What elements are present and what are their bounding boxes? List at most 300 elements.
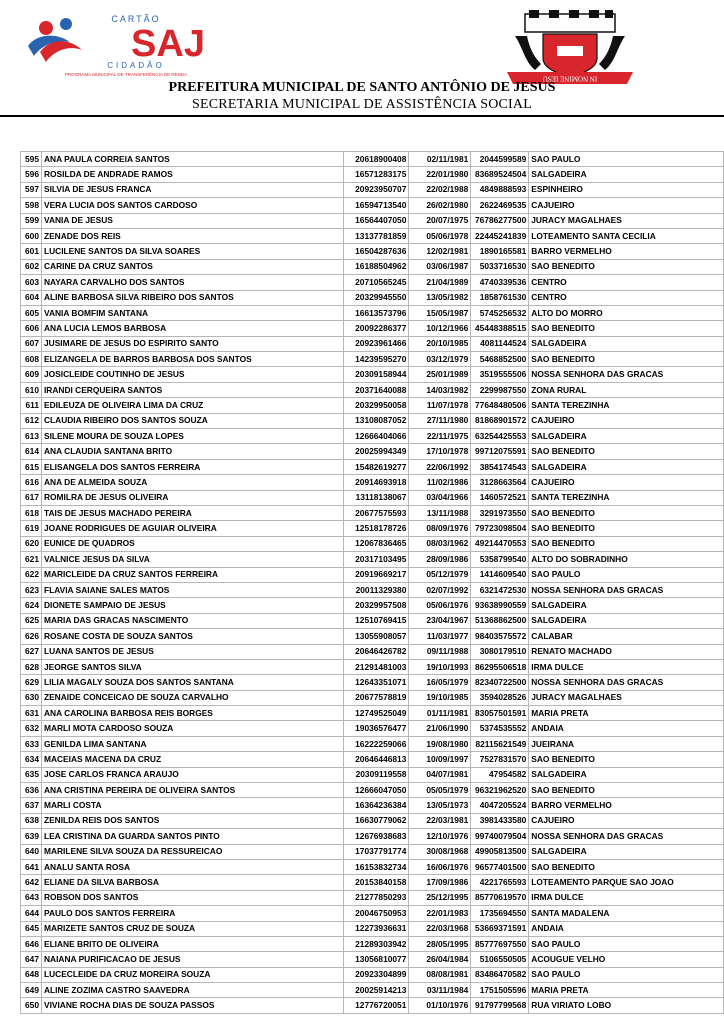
table-row xyxy=(21,829,724,844)
nis-number: 20923304899 xyxy=(344,967,409,982)
birth-date: 09/11/1988 xyxy=(409,644,471,659)
table-row xyxy=(21,859,724,874)
phone-number: 5358799540 xyxy=(471,552,529,567)
table-row xyxy=(21,367,724,382)
beneficiary-name: ELIANE DA SILVA BARBOSA xyxy=(41,875,343,890)
birth-date: 05/06/1976 xyxy=(409,598,471,613)
nis-number: 16613573796 xyxy=(344,305,409,320)
neighborhood: ACOUGUE VELHO xyxy=(529,952,724,967)
neighborhood: CAJUEIRO xyxy=(529,813,724,828)
neighborhood: CENTRO xyxy=(529,290,724,305)
birth-date: 22/03/1981 xyxy=(409,813,471,828)
beneficiary-name: NAYARA CARVALHO DOS SANTOS xyxy=(41,275,343,290)
nis-number: 14239595270 xyxy=(344,352,409,367)
table-row xyxy=(21,690,724,705)
neighborhood: SAO BENEDITO xyxy=(529,536,724,551)
phone-number: 6321472530 xyxy=(471,582,529,597)
table-row xyxy=(21,198,724,213)
row-number: 610 xyxy=(21,382,42,397)
nis-number: 20329950058 xyxy=(344,398,409,413)
nis-number: 15482619277 xyxy=(344,459,409,474)
table-row xyxy=(21,721,724,736)
beneficiary-name: VERA LUCIA DOS SANTOS CARDOSO xyxy=(41,198,343,213)
neighborhood: SAO PAULO xyxy=(529,967,724,982)
table-row xyxy=(21,706,724,721)
birth-date: 14/03/1982 xyxy=(409,382,471,397)
phone-number: 82115621549 xyxy=(471,736,529,751)
phone-number: 81868901572 xyxy=(471,413,529,428)
neighborhood: SALGADEIRA xyxy=(529,613,724,628)
neighborhood: ANDAIA xyxy=(529,921,724,936)
table-row xyxy=(21,213,724,228)
nis-number: 20677575593 xyxy=(344,505,409,520)
beneficiary-name: ANA CLAUDIA SANTANA BRITO xyxy=(41,444,343,459)
row-number: 614 xyxy=(21,444,42,459)
neighborhood: SAO BENEDITO xyxy=(529,859,724,874)
table-row xyxy=(21,967,724,982)
table-row xyxy=(21,182,724,197)
table-row xyxy=(21,259,724,274)
beneficiary-name: GENILDA LIMA SANTANA xyxy=(41,736,343,751)
birth-date: 17/10/1978 xyxy=(409,444,471,459)
birth-date: 30/08/1968 xyxy=(409,844,471,859)
nis-number: 12749525049 xyxy=(344,706,409,721)
beneficiary-name: LUANA SANTOS DE JESUS xyxy=(41,644,343,659)
row-number: 638 xyxy=(21,813,42,828)
logo-caption-text: PROGRAMA MUNICIPAL DE TRANSFERÊNCIA DE RENDA xyxy=(64,72,188,77)
birth-date: 19/08/1980 xyxy=(409,736,471,751)
row-number: 640 xyxy=(21,844,42,859)
birth-date: 22/06/1992 xyxy=(409,459,471,474)
table-row xyxy=(21,906,724,921)
row-number: 649 xyxy=(21,983,42,998)
beneficiary-name: IRANDI CERQUEIRA SANTOS xyxy=(41,382,343,397)
table-row xyxy=(21,505,724,520)
phone-number: 83057501591 xyxy=(471,706,529,721)
nis-number: 20677578819 xyxy=(344,690,409,705)
beneficiary-name: ALINE ZOZIMA CASTRO SAAVEDRA xyxy=(41,983,343,998)
phone-number: 91797799568 xyxy=(471,998,529,1013)
row-number: 627 xyxy=(21,644,42,659)
phone-number: 4740339536 xyxy=(471,275,529,290)
row-number: 613 xyxy=(21,429,42,444)
beneficiary-name: ANALU SANTA ROSA xyxy=(41,859,343,874)
neighborhood: SANTA TEREZINHA xyxy=(529,398,724,413)
neighborhood: ZONA RURAL xyxy=(529,382,724,397)
neighborhood: SALGADEIRA xyxy=(529,336,724,351)
table-row xyxy=(21,321,724,336)
row-number: 606 xyxy=(21,321,42,336)
table-row xyxy=(21,936,724,951)
row-number: 646 xyxy=(21,936,42,951)
neighborhood: SAO BENEDITO xyxy=(529,783,724,798)
beneficiary-name: MARICLEIDE DA CRUZ SANTOS FERREIRA xyxy=(41,567,343,582)
neighborhood: SALGADEIRA xyxy=(529,844,724,859)
table-row xyxy=(21,413,724,428)
table-row xyxy=(21,890,724,905)
beneficiary-name: ELIANE BRITO DE OLIVEIRA xyxy=(41,936,343,951)
nis-number: 20923961466 xyxy=(344,336,409,351)
beneficiary-name: VALNICE JESUS DA SILVA xyxy=(41,552,343,567)
row-number: 607 xyxy=(21,336,42,351)
municipal-coat-of-arms xyxy=(505,8,635,84)
neighborhood: RUA VIRIATO LOBO xyxy=(529,998,724,1013)
beneficiary-name: ROMILRA DE JESUS OLIVEIRA xyxy=(41,490,343,505)
nis-number: 20329945550 xyxy=(344,290,409,305)
neighborhood: SALGADEIRA xyxy=(529,459,724,474)
beneficiary-name: MARIA DAS GRACAS NASCIMENTO xyxy=(41,613,343,628)
phone-number: 86295506518 xyxy=(471,659,529,674)
nis-number: 21289303942 xyxy=(344,936,409,951)
nis-number: 16153832734 xyxy=(344,859,409,874)
beneficiary-name: VIVIANE ROCHA DIAS DE SOUZA PASSOS xyxy=(41,998,343,1013)
table-row xyxy=(21,783,724,798)
neighborhood: SALGADEIRA xyxy=(529,429,724,444)
beneficiary-name: FLAVIA SAIANE SALES MATOS xyxy=(41,582,343,597)
neighborhood: IRMA DULCE xyxy=(529,659,724,674)
neighborhood: ALTO DO MORRO xyxy=(529,305,724,320)
table-row xyxy=(21,228,724,243)
nis-number: 16564407050 xyxy=(344,213,409,228)
table-row xyxy=(21,844,724,859)
birth-date: 03/11/1984 xyxy=(409,983,471,998)
birth-date: 12/02/1981 xyxy=(409,244,471,259)
document-header xyxy=(0,0,724,118)
neighborhood: SANTA TEREZINHA xyxy=(529,490,724,505)
birth-date: 28/05/1995 xyxy=(409,936,471,951)
nis-number: 20618900408 xyxy=(344,152,409,167)
birth-date: 02/07/1992 xyxy=(409,582,471,597)
neighborhood: SAO BENEDITO xyxy=(529,505,724,520)
neighborhood: ANDAIA xyxy=(529,721,724,736)
birth-date: 13/11/1988 xyxy=(409,505,471,520)
neighborhood: SALGADEIRA xyxy=(529,598,724,613)
birth-date: 13/05/1982 xyxy=(409,290,471,305)
nis-number: 16571283175 xyxy=(344,167,409,182)
birth-date: 20/07/1975 xyxy=(409,213,471,228)
birth-date: 11/02/1986 xyxy=(409,475,471,490)
phone-number: 4047205524 xyxy=(471,798,529,813)
birth-date: 01/10/1976 xyxy=(409,998,471,1013)
beneficiary-name: ALINE BARBOSA SILVA RIBEIRO DOS SANTOS xyxy=(41,290,343,305)
neighborhood: CENTRO xyxy=(529,275,724,290)
birth-date: 11/03/1977 xyxy=(409,629,471,644)
beneficiary-name: ANA DE ALMEIDA SOUZA xyxy=(41,475,343,490)
beneficiary-name: ANA PAULA CORREIA SANTOS xyxy=(41,152,343,167)
neighborhood: ALTO DO SOBRADINHO xyxy=(529,552,724,567)
phone-number: 4849888593 xyxy=(471,182,529,197)
neighborhood: LOTEAMENTO PARQUE SAO JOAO xyxy=(529,875,724,890)
nis-number: 12518178726 xyxy=(344,521,409,536)
row-number: 622 xyxy=(21,567,42,582)
birth-date: 17/09/1986 xyxy=(409,875,471,890)
phone-number: 77648480506 xyxy=(471,398,529,413)
logo-bottom-text: CIDADÃO xyxy=(107,61,165,70)
neighborhood: BARRO VERMELHO xyxy=(529,798,724,813)
neighborhood: NOSSA SENHORA DAS GRACAS xyxy=(529,829,724,844)
neighborhood: NOSSA SENHORA DAS GRACAS xyxy=(529,367,724,382)
row-number: 612 xyxy=(21,413,42,428)
neighborhood: SAO BENEDITO xyxy=(529,752,724,767)
beneficiary-name: CLAUDIA RIBEIRO DOS SANTOS SOUZA xyxy=(41,413,343,428)
beneficiary-name: ANA LUCIA LEMOS BARBOSA xyxy=(41,321,343,336)
phone-number: 5468852500 xyxy=(471,352,529,367)
table-row xyxy=(21,675,724,690)
nis-number: 16630779062 xyxy=(344,813,409,828)
birth-date: 22/03/1968 xyxy=(409,921,471,936)
phone-number: 3594028526 xyxy=(471,690,529,705)
beneficiary-name: MARILENE SILVA SOUZA DA RESSUREICAO xyxy=(41,844,343,859)
phone-number: 1858761530 xyxy=(471,290,529,305)
birth-date: 03/06/1987 xyxy=(409,259,471,274)
phone-number: 4221765593 xyxy=(471,875,529,890)
table-row xyxy=(21,644,724,659)
table-row xyxy=(21,244,724,259)
beneficiary-name: VANIA DE JESUS xyxy=(41,213,343,228)
nis-number: 16222259066 xyxy=(344,736,409,751)
beneficiary-name: LUCECLEIDE DA CRUZ MOREIRA SOUZA xyxy=(41,967,343,982)
nis-number: 20153840158 xyxy=(344,875,409,890)
phone-number: 51368862500 xyxy=(471,613,529,628)
phone-number: 3080179510 xyxy=(471,644,529,659)
page-subtitle: SECRETARIA MUNICIPAL DE ASSISTÊNCIA SOCIAL xyxy=(192,97,532,112)
table-row xyxy=(21,536,724,551)
beneficiary-name: ROBSON DOS SANTOS xyxy=(41,890,343,905)
phone-number: 79723098504 xyxy=(471,521,529,536)
phone-number: 2622469535 xyxy=(471,198,529,213)
row-number: 639 xyxy=(21,829,42,844)
phone-number: 3291973550 xyxy=(471,505,529,520)
row-number: 596 xyxy=(21,167,42,182)
row-number: 634 xyxy=(21,752,42,767)
table-row xyxy=(21,475,724,490)
row-number: 637 xyxy=(21,798,42,813)
nis-number: 12510769415 xyxy=(344,613,409,628)
beneficiary-name: TAIS DE JESUS MACHADO PEREIRA xyxy=(41,505,343,520)
table-row xyxy=(21,767,724,782)
nis-number: 12666404066 xyxy=(344,429,409,444)
phone-number: 7527831570 xyxy=(471,752,529,767)
birth-date: 10/09/1997 xyxy=(409,752,471,767)
phone-number: 1751505596 xyxy=(471,983,529,998)
beneficiary-name: MARLI MOTA CARDOSO SOUZA xyxy=(41,721,343,736)
table-row xyxy=(21,459,724,474)
phone-number: 82340722500 xyxy=(471,675,529,690)
beneficiary-name: NAIANA PURIFICACAO DE JESUS xyxy=(41,952,343,967)
row-number: 628 xyxy=(21,659,42,674)
phone-number: 99712075591 xyxy=(471,444,529,459)
logo-figure-red-icon xyxy=(39,21,53,35)
phone-number: 49214470553 xyxy=(471,536,529,551)
row-number: 618 xyxy=(21,505,42,520)
table-row xyxy=(21,629,724,644)
neighborhood: SAO PAULO xyxy=(529,936,724,951)
table-row xyxy=(21,598,724,613)
beneficiary-name: LILIA MAGALY SOUZA DOS SANTOS SANTANA xyxy=(41,675,343,690)
beneficiary-name: VANIA BOMFIM SANTANA xyxy=(41,305,343,320)
coat-branch-left-icon xyxy=(515,36,541,70)
neighborhood: ESPINHEIRO xyxy=(529,182,724,197)
neighborhood: SAO PAULO xyxy=(529,567,724,582)
nis-number: 13118138067 xyxy=(344,490,409,505)
beneficiary-name: JUSIMARE DE JESUS DO ESPIRITO SANTO xyxy=(41,336,343,351)
beneficiary-name: ANA CAROLINA BARBOSA REIS BORGES xyxy=(41,706,343,721)
nis-number: 21291481003 xyxy=(344,659,409,674)
birth-date: 08/08/1981 xyxy=(409,967,471,982)
table-row xyxy=(21,290,724,305)
neighborhood: JURACY MAGALHAES xyxy=(529,690,724,705)
nis-number: 12666047050 xyxy=(344,783,409,798)
birth-date: 12/10/1976 xyxy=(409,829,471,844)
birth-date: 22/01/1980 xyxy=(409,167,471,182)
birth-date: 10/12/1966 xyxy=(409,321,471,336)
phone-number: 96577401500 xyxy=(471,859,529,874)
phone-number: 5745256532 xyxy=(471,305,529,320)
table-row xyxy=(21,752,724,767)
table-row xyxy=(21,152,724,167)
neighborhood: JUEIRANA xyxy=(529,736,724,751)
nis-number: 20646426782 xyxy=(344,644,409,659)
table-row xyxy=(21,921,724,936)
birth-date: 11/07/1978 xyxy=(409,398,471,413)
row-number: 632 xyxy=(21,721,42,736)
logo-top-text: CARTÃO xyxy=(111,14,161,24)
birth-date: 15/05/1987 xyxy=(409,305,471,320)
nis-number: 17037791774 xyxy=(344,844,409,859)
coat-emblem-icon xyxy=(557,46,583,56)
birth-date: 08/03/1962 xyxy=(409,536,471,551)
nis-number: 12676938683 xyxy=(344,829,409,844)
nis-number: 12776720051 xyxy=(344,998,409,1013)
table-row xyxy=(21,567,724,582)
row-number: 647 xyxy=(21,952,42,967)
beneficiary-name: SILVIA DE JESUS FRANCA xyxy=(41,182,343,197)
row-number: 603 xyxy=(21,275,42,290)
row-number: 615 xyxy=(21,459,42,474)
page-title: PREFEITURA MUNICIPAL DE SANTO ANTÔNIO DE JESUS xyxy=(168,80,556,95)
birth-date: 05/06/1978 xyxy=(409,228,471,243)
nis-number: 20025914213 xyxy=(344,983,409,998)
phone-number: 3981433580 xyxy=(471,813,529,828)
beneficiary-name: SILENE MOURA DE SOUZA LOPES xyxy=(41,429,343,444)
phone-number: 47954582 xyxy=(471,767,529,782)
beneficiary-table-body xyxy=(21,152,724,1014)
nis-number: 13137781859 xyxy=(344,228,409,243)
row-number: 636 xyxy=(21,783,42,798)
nis-number: 12643351071 xyxy=(344,675,409,690)
table-row xyxy=(21,983,724,998)
nis-number: 16188504962 xyxy=(344,259,409,274)
phone-number: 96321962520 xyxy=(471,783,529,798)
birth-date: 21/06/1990 xyxy=(409,721,471,736)
row-number: 630 xyxy=(21,690,42,705)
row-number: 598 xyxy=(21,198,42,213)
phone-number: 49905813500 xyxy=(471,844,529,859)
birth-date: 26/04/1984 xyxy=(409,952,471,967)
birth-date: 16/06/1976 xyxy=(409,859,471,874)
row-number: 600 xyxy=(21,228,42,243)
table-row xyxy=(21,305,724,320)
birth-date: 26/02/1980 xyxy=(409,198,471,213)
neighborhood: NOSSA SENHORA DAS GRACAS xyxy=(529,675,724,690)
phone-number: 3519555506 xyxy=(471,367,529,382)
row-number: 617 xyxy=(21,490,42,505)
table-row xyxy=(21,275,724,290)
beneficiary-name: JOANE RODRIGUES DE AGUIAR OLIVEIRA xyxy=(41,521,343,536)
phone-number: 5106550505 xyxy=(471,952,529,967)
row-number: 605 xyxy=(21,305,42,320)
beneficiary-name: ROSANE COSTA DE SOUZA SANTOS xyxy=(41,629,343,644)
phone-number: 2044599589 xyxy=(471,152,529,167)
nis-number: 21277850293 xyxy=(344,890,409,905)
phone-number: 3128663564 xyxy=(471,475,529,490)
table-row xyxy=(21,352,724,367)
row-number: 644 xyxy=(21,906,42,921)
row-number: 641 xyxy=(21,859,42,874)
logo-figure-blue-icon xyxy=(60,18,72,30)
birth-date: 22/01/1983 xyxy=(409,906,471,921)
beneficiary-name: ANA CRISTINA PEREIRA DE OLIVEIRA SANTOS xyxy=(41,783,343,798)
nis-number: 16364236384 xyxy=(344,798,409,813)
phone-number: 1890165581 xyxy=(471,244,529,259)
phone-number: 93638990559 xyxy=(471,598,529,613)
nis-number: 20329957508 xyxy=(344,598,409,613)
beneficiary-name: ZENILDA REIS DOS SANTOS xyxy=(41,813,343,828)
table-row xyxy=(21,798,724,813)
beneficiary-name: EUNICE DE QUADROS xyxy=(41,536,343,551)
birth-date: 22/02/1988 xyxy=(409,182,471,197)
nis-number: 19036576477 xyxy=(344,721,409,736)
neighborhood: MARIA PRETA xyxy=(529,706,724,721)
birth-date: 01/11/1981 xyxy=(409,706,471,721)
birth-date: 25/12/1995 xyxy=(409,890,471,905)
birth-date: 23/04/1967 xyxy=(409,613,471,628)
neighborhood: JURACY MAGALHAES xyxy=(529,213,724,228)
table-row xyxy=(21,659,724,674)
nis-number: 20309158944 xyxy=(344,367,409,382)
nis-number: 12067836465 xyxy=(344,536,409,551)
phone-number: 99740079504 xyxy=(471,829,529,844)
birth-date: 08/09/1976 xyxy=(409,521,471,536)
birth-date: 19/10/1985 xyxy=(409,690,471,705)
row-number: 645 xyxy=(21,921,42,936)
row-number: 599 xyxy=(21,213,42,228)
birth-date: 22/11/1975 xyxy=(409,429,471,444)
nis-number: 20919669217 xyxy=(344,567,409,582)
birth-date: 05/05/1979 xyxy=(409,783,471,798)
table-row xyxy=(21,429,724,444)
birth-date: 21/04/1989 xyxy=(409,275,471,290)
neighborhood: LOTEAMENTO SANTA CECILIA xyxy=(529,228,724,243)
row-number: 629 xyxy=(21,675,42,690)
row-number: 616 xyxy=(21,475,42,490)
phone-number: 3854174543 xyxy=(471,459,529,474)
row-number: 633 xyxy=(21,736,42,751)
phone-number: 85770619570 xyxy=(471,890,529,905)
nis-number: 16504287636 xyxy=(344,244,409,259)
table-row xyxy=(21,952,724,967)
beneficiary-name: LUCILENE SANTOS DA SILVA SOARES xyxy=(41,244,343,259)
nis-number: 20046750953 xyxy=(344,906,409,921)
row-number: 648 xyxy=(21,967,42,982)
nis-number: 20646446813 xyxy=(344,752,409,767)
birth-date: 19/10/1993 xyxy=(409,659,471,674)
row-number: 623 xyxy=(21,582,42,597)
beneficiary-name: ROSILDA DE ANDRADE RAMOS xyxy=(41,167,343,182)
beneficiary-name: ZENADE DOS REIS xyxy=(41,228,343,243)
beneficiary-name: JEORGE SANTOS SILVA xyxy=(41,659,343,674)
table-row xyxy=(21,336,724,351)
